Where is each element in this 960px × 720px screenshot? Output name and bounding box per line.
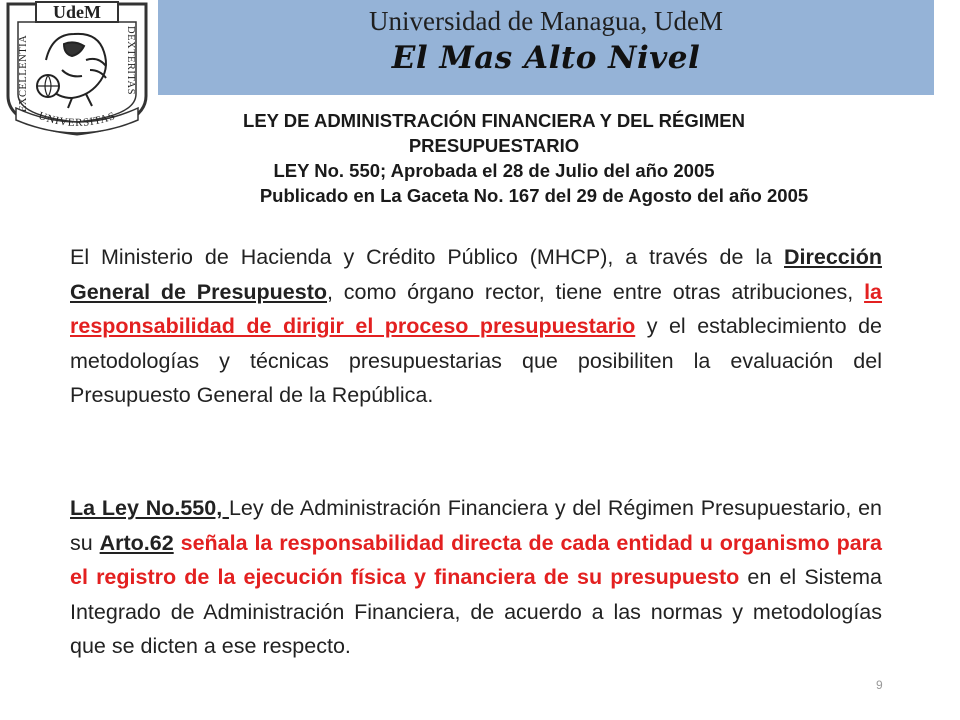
page-number: 9	[876, 678, 883, 692]
title-line-4: Publicado en La Gaceta No. 167 del 29 de Agosto del año 2005	[259, 185, 809, 206]
title-line-3: LEY No. 550; Aprobada el 28 de Julio del año 2005	[273, 160, 715, 181]
p1-responsibility-highlight: la responsabilidad de dirigir el proceso presupuestario	[70, 279, 882, 338]
p1-dgp-highlight: Dirección General de Presupuesto	[70, 245, 882, 304]
p1-text-1: El Ministerio de Hacienda y Crédito Público (MHCP), a través de la	[70, 245, 785, 269]
paragraph-ley-550	[70, 491, 882, 664]
p1-text-3: y el establecimiento de metodologías y técnicas presupuestarias que posibiliten la evaluación del Presupuesto General de la República.	[70, 314, 882, 407]
p2-text-2: en el Sistema Integrado de Administración Financiera, de acuerdo a las normas y metodologías que se dicten a ese respecto.	[70, 565, 882, 658]
law-title-block	[118, 108, 870, 208]
motto: El Mas Alto Nivel	[391, 40, 701, 76]
title-line-2: PRESUPUESTARIO	[408, 135, 580, 156]
logo-bottom-text-path: UNIVERSITAS	[36, 109, 118, 130]
p2-law-highlight: La Ley No.550,	[70, 496, 229, 520]
p2-article-highlight: Arto.62	[99, 530, 174, 555]
p2-responsibility-highlight: señala la responsabilidad directa de cada entidad u organismo para el registro de la ejecución física y financiera de su presupuesto	[70, 530, 882, 589]
university-name: Universidad de Managua, UdeM	[369, 6, 723, 36]
logo-left-text: EXCELLENTIA	[18, 34, 29, 112]
p2-text-1: Ley de Administración Financiera y del Régimen Presupuestario, en su	[70, 496, 882, 555]
paragraph-mhcp	[70, 240, 882, 413]
logo-top-text: UdeM	[53, 2, 101, 22]
p2-space	[174, 531, 181, 555]
logo-right-text: DEXTERITAS	[125, 26, 136, 95]
title-line-1: LEY DE ADMINISTRACIÓN FINANCIERA Y DEL RÉGIMEN	[243, 110, 745, 131]
p1-text-2: , como órgano rector, tiene entre otras atribuciones,	[327, 279, 865, 304]
header-band	[158, 0, 934, 95]
